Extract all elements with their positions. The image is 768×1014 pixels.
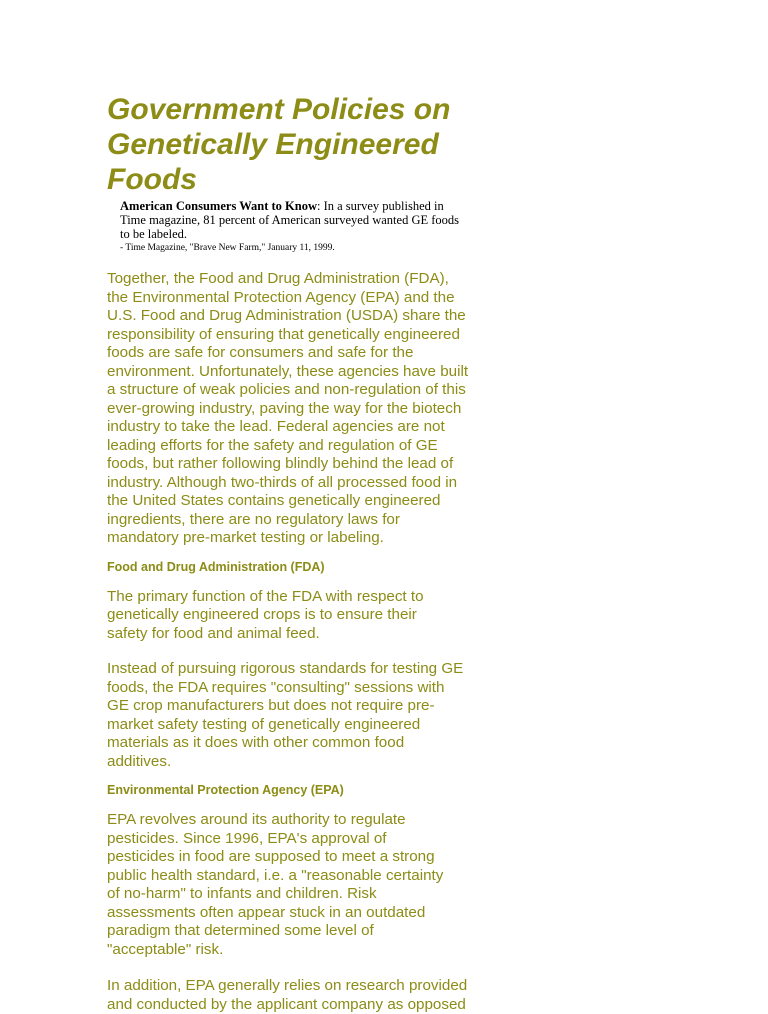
epa-paragraph-1: EPA revolves around its authority to regulate pesticides. Since 1996, EPA's approval of pesticides in food are supposed to meet a strong public health standard, i.e. a "reasonable certainty of no-harm" to infants and children. Risk assessments often appear stuck in an outdated paradigm that determined some level of "acceptable" risk.	[107, 811, 444, 958]
callout-label: American Consumers Want to Know	[120, 199, 317, 213]
title-line-3: Foods	[107, 163, 197, 196]
document-page	[107, 92, 467, 1014]
survey-callout	[120, 197, 468, 241]
epa-paragraph-2: In addition, EPA generally relies on research provided and conducted by the applicant company as opposed	[107, 977, 468, 1013]
page-title	[107, 92, 467, 197]
callout-text: : In a survey published in Time magazine, 81 percent of American surveyed wanted GE foods to be labeled.	[120, 199, 460, 241]
title-line-1: Government Policies on	[107, 93, 451, 126]
callout-source: - Time Magazine, "Brave New Farm," January 11, 1999.	[120, 243, 335, 253]
fda-paragraph-1: The primary function of the FDA with respect to genetically engineered crops is to ensure their safety for food and animal feed.	[107, 587, 424, 642]
section-heading-epa: Environmental Protection Agency (EPA)	[107, 783, 344, 797]
intro-paragraph: Together, the Food and Drug Administration (FDA), the Environmental Protection Agency (EPA) and the U.S. Food and Drug Administration (USDA) share the responsibility of ensuring that genetically engineered foods are safe for consumers and safe for the environment. Unfortunately, these agencies have built a structure of weak policies and non-regulation of this ever-growing industry, paving the way for the biotech industry to take the lead. Federal agencies are not leading efforts for the safety and regulation of GE foods, but rather following blindly behind the lead of industry. Although two-thirds of all processed food in the United States contains genetically engineered ingredients, there are no regulatory laws for mandatory pre-market testing or labeling.	[107, 270, 469, 546]
title-line-2: Genetically Engineered	[107, 128, 439, 161]
section-heading-fda: Food and Drug Administration (FDA)	[107, 559, 325, 574]
fda-paragraph-2: Instead of pursuing rigorous standards for testing GE foods, the FDA requires "consulting" sessions with GE crop manufacturers but does not require pre-market safety testing of genetically engineered materials as it does with other common food additives.	[107, 660, 464, 770]
